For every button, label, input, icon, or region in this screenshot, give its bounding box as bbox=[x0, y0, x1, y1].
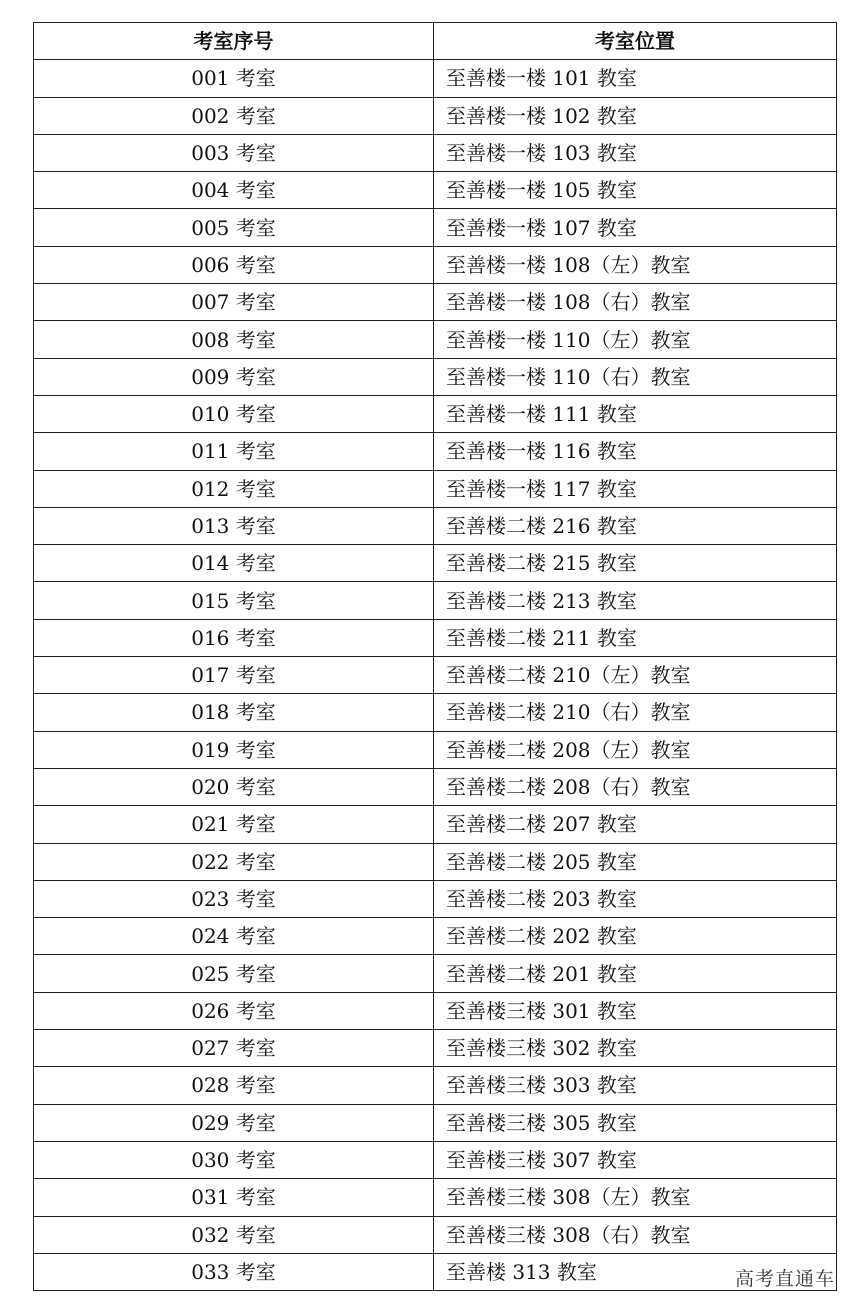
table-row bbox=[34, 768, 837, 805]
exam-room-table bbox=[33, 22, 837, 1291]
table-row bbox=[34, 321, 837, 358]
room-number-cell: 033 考室 bbox=[34, 1253, 434, 1290]
room-location-cell: 至善楼一楼 116 教室 bbox=[434, 433, 837, 470]
room-number-cell: 026 考室 bbox=[34, 992, 434, 1029]
table-row bbox=[34, 60, 837, 97]
table-row bbox=[34, 657, 837, 694]
table-row bbox=[34, 1030, 837, 1067]
room-number-cell: 018 考室 bbox=[34, 694, 434, 731]
room-location-cell: 至善楼二楼 203 教室 bbox=[434, 880, 837, 917]
room-number-cell: 015 考室 bbox=[34, 582, 434, 619]
room-location-cell: 至善楼二楼 208（左）教室 bbox=[434, 731, 837, 768]
table-row bbox=[34, 1104, 837, 1141]
table-row bbox=[34, 918, 837, 955]
table-row bbox=[34, 433, 837, 470]
room-number-cell: 021 考室 bbox=[34, 806, 434, 843]
room-number-cell: 004 考室 bbox=[34, 172, 434, 209]
table-row bbox=[34, 358, 837, 395]
table-row bbox=[34, 507, 837, 544]
room-location-cell: 至善楼一楼 110（右）教室 bbox=[434, 358, 837, 395]
room-location-cell: 至善楼一楼 108（右）教室 bbox=[434, 284, 837, 321]
room-location-cell: 至善楼一楼 107 教室 bbox=[434, 209, 837, 246]
room-number-cell: 006 考室 bbox=[34, 246, 434, 283]
table-row bbox=[34, 209, 837, 246]
table-row bbox=[34, 284, 837, 321]
table-body bbox=[34, 60, 837, 1291]
room-location-cell: 至善楼二楼 210（左）教室 bbox=[434, 657, 837, 694]
room-number-cell: 008 考室 bbox=[34, 321, 434, 358]
room-location-cell: 至善楼二楼 208（右）教室 bbox=[434, 768, 837, 805]
room-number-cell: 003 考室 bbox=[34, 134, 434, 171]
table-row bbox=[34, 246, 837, 283]
room-location-cell: 至善楼三楼 303 教室 bbox=[434, 1067, 837, 1104]
room-number-cell: 007 考室 bbox=[34, 284, 434, 321]
room-number-cell: 010 考室 bbox=[34, 395, 434, 432]
room-number-cell: 012 考室 bbox=[34, 470, 434, 507]
watermark-text: 高考直通车 bbox=[734, 1268, 835, 1290]
room-number-cell: 028 考室 bbox=[34, 1067, 434, 1104]
table-row bbox=[34, 1179, 837, 1216]
table-row bbox=[34, 694, 837, 731]
table-row bbox=[34, 843, 837, 880]
room-location-cell: 至善楼一楼 117 教室 bbox=[434, 470, 837, 507]
room-number-cell: 031 考室 bbox=[34, 1179, 434, 1216]
room-location-cell: 至善楼一楼 110（左）教室 bbox=[434, 321, 837, 358]
header-row bbox=[34, 23, 837, 60]
room-number-cell: 030 考室 bbox=[34, 1141, 434, 1178]
table-row bbox=[34, 619, 837, 656]
room-number-cell: 020 考室 bbox=[34, 768, 434, 805]
room-number-cell: 001 考室 bbox=[34, 60, 434, 97]
room-location-cell: 至善楼三楼 302 教室 bbox=[434, 1030, 837, 1067]
room-location-cell: 至善楼一楼 111 教室 bbox=[434, 395, 837, 432]
table-row bbox=[34, 1141, 837, 1178]
table-row bbox=[34, 582, 837, 619]
table-row bbox=[34, 955, 837, 992]
room-number-cell: 014 考室 bbox=[34, 545, 434, 582]
room-number-cell: 027 考室 bbox=[34, 1030, 434, 1067]
room-number-cell: 022 考室 bbox=[34, 843, 434, 880]
table-row bbox=[34, 395, 837, 432]
room-number-cell: 005 考室 bbox=[34, 209, 434, 246]
room-location-cell: 至善楼一楼 101 教室 bbox=[434, 60, 837, 97]
room-number-cell: 024 考室 bbox=[34, 918, 434, 955]
room-number-cell: 013 考室 bbox=[34, 507, 434, 544]
table-header bbox=[34, 23, 837, 60]
room-location-cell: 至善楼二楼 210（右）教室 bbox=[434, 694, 837, 731]
room-location-cell: 至善楼三楼 307 教室 bbox=[434, 1141, 837, 1178]
room-location-cell: 至善楼三楼 308（左）教室 bbox=[434, 1179, 837, 1216]
room-number-cell: 016 考室 bbox=[34, 619, 434, 656]
room-location-cell: 至善楼二楼 205 教室 bbox=[434, 843, 837, 880]
room-location-cell: 至善楼三楼 301 教室 bbox=[434, 992, 837, 1029]
table-row bbox=[34, 1216, 837, 1253]
table-row bbox=[34, 172, 837, 209]
room-location-cell: 至善楼二楼 201 教室 bbox=[434, 955, 837, 992]
header-room-location: 考室位置 bbox=[434, 23, 837, 60]
room-number-cell: 032 考室 bbox=[34, 1216, 434, 1253]
room-location-cell: 至善楼一楼 102 教室 bbox=[434, 97, 837, 134]
room-location-cell: 至善楼三楼 308（右）教室 bbox=[434, 1216, 837, 1253]
room-location-cell: 至善楼二楼 213 教室 bbox=[434, 582, 837, 619]
room-number-cell: 023 考室 bbox=[34, 880, 434, 917]
room-location-cell: 至善楼二楼 211 教室 bbox=[434, 619, 837, 656]
room-number-cell: 009 考室 bbox=[34, 358, 434, 395]
room-location-cell: 至善楼 313 教室 bbox=[434, 1253, 837, 1290]
room-location-cell: 至善楼二楼 207 教室 bbox=[434, 806, 837, 843]
table-row bbox=[34, 992, 837, 1029]
table-row bbox=[34, 470, 837, 507]
room-location-cell: 至善楼二楼 216 教室 bbox=[434, 507, 837, 544]
room-number-cell: 019 考室 bbox=[34, 731, 434, 768]
room-location-cell: 至善楼一楼 105 教室 bbox=[434, 172, 837, 209]
table-row bbox=[34, 731, 837, 768]
table-row bbox=[34, 97, 837, 134]
room-location-cell: 至善楼一楼 108（左）教室 bbox=[434, 246, 837, 283]
room-location-cell: 至善楼二楼 215 教室 bbox=[434, 545, 837, 582]
room-number-cell: 011 考室 bbox=[34, 433, 434, 470]
header-room-number: 考室序号 bbox=[34, 23, 434, 60]
room-location-cell: 至善楼一楼 103 教室 bbox=[434, 134, 837, 171]
table-row bbox=[34, 806, 837, 843]
table-row bbox=[34, 545, 837, 582]
table-row bbox=[34, 1067, 837, 1104]
table-row bbox=[34, 134, 837, 171]
room-location-cell: 至善楼三楼 305 教室 bbox=[434, 1104, 837, 1141]
room-number-cell: 029 考室 bbox=[34, 1104, 434, 1141]
table-row bbox=[34, 1253, 837, 1290]
room-number-cell: 025 考室 bbox=[34, 955, 434, 992]
room-number-cell: 017 考室 bbox=[34, 657, 434, 694]
room-location-cell: 至善楼二楼 202 教室 bbox=[434, 918, 837, 955]
table-row bbox=[34, 880, 837, 917]
room-number-cell: 002 考室 bbox=[34, 97, 434, 134]
